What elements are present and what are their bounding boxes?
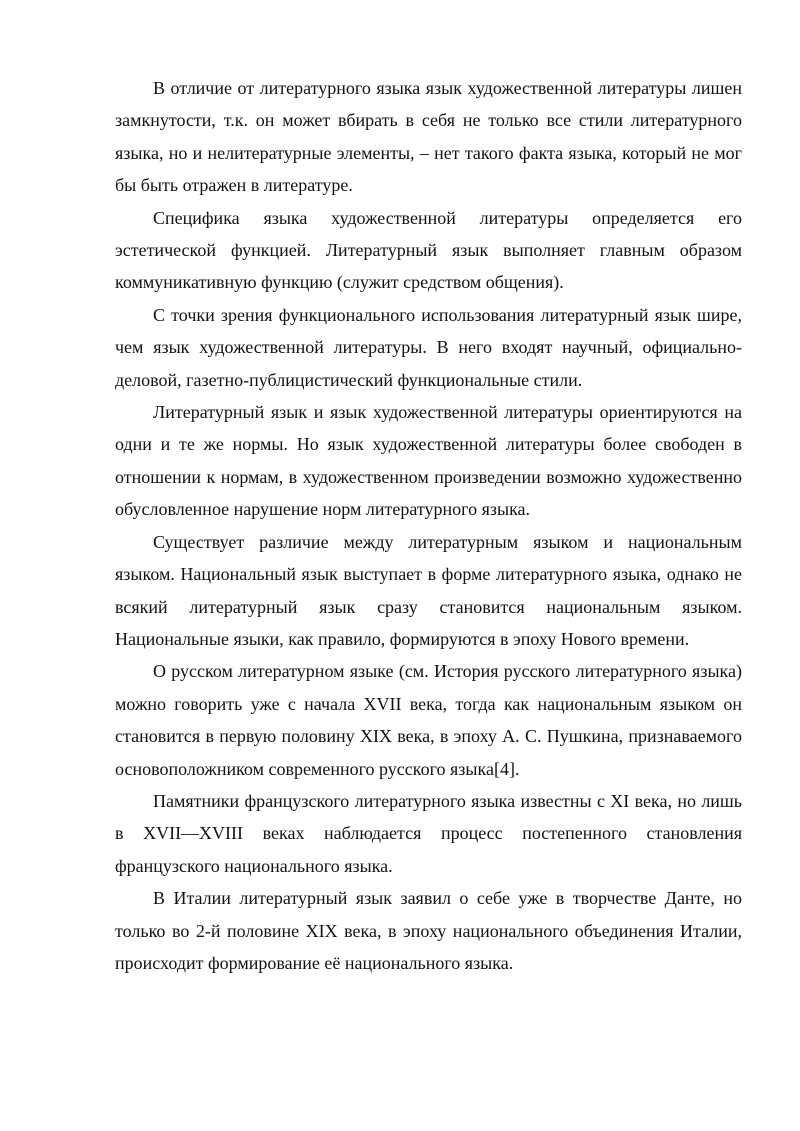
paragraph-literary-vs-artistic-language: В отличие от литературного языка язык художественной литературы лишен замкнутости, т.к. он может вбирать в себя не только все стили литературного языка, но и нелитературные элементы, – нет такого факта языка, который не мог бы быть отражен в литературе. — [115, 78, 742, 196]
paragraph-common-norms: Литературный язык и язык художественной литературы ориентируются на одни и те же нормы. Но язык художественной литературы более свободен в отношении к нормам, в художественном произведении возможно художественно обусловленное нарушение норм литературного языка. — [115, 402, 742, 520]
paragraph-aesthetic-function: Специфика языка художественной литературы определяется его эстетической функцией. Литературный язык выполняет главным образом коммуникативную функцию (служит средством общения). — [115, 207, 742, 293]
paragraph-italian-literary-language: В Италии литературный язык заявил о себе уже в творчестве Данте, но только во 2-й половине XIX века, в эпоху национального объединения Италии, происходит формирование её национального языка. — [115, 888, 742, 973]
paragraph-national-language: Существует различие между литературным языком и национальным языком. Национальный язык выступает в форме литературного языка, однако не всякий литературный язык сразу становится национальным языком. Национальные языки, как правило, формируются в эпоху Нового времени. — [115, 531, 742, 649]
paragraph-french-literary-language: Памятники французского литературного языка известны с XI века, но лишь в XVII—XVIII веках наблюдается процесс постепенного становления французского национального языка. — [115, 790, 742, 876]
document-body — [115, 72, 742, 979]
paragraph-russian-literary-language: О русском литературном языке (см. История русского литературного языка) можно говорить уже с начала XVII века, тогда как национальным языком он становится в первую половину XIX века, в эпоху А. С. Пушкина, признаваемого основоположником современного русского языка[4]. — [115, 661, 742, 779]
paragraph-functional-styles: С точки зрения функционального использования литературный язык шире, чем язык художественной литературы. В него входят научный, официально-деловой, газетно-публицистический функциональные стили. — [115, 304, 742, 390]
